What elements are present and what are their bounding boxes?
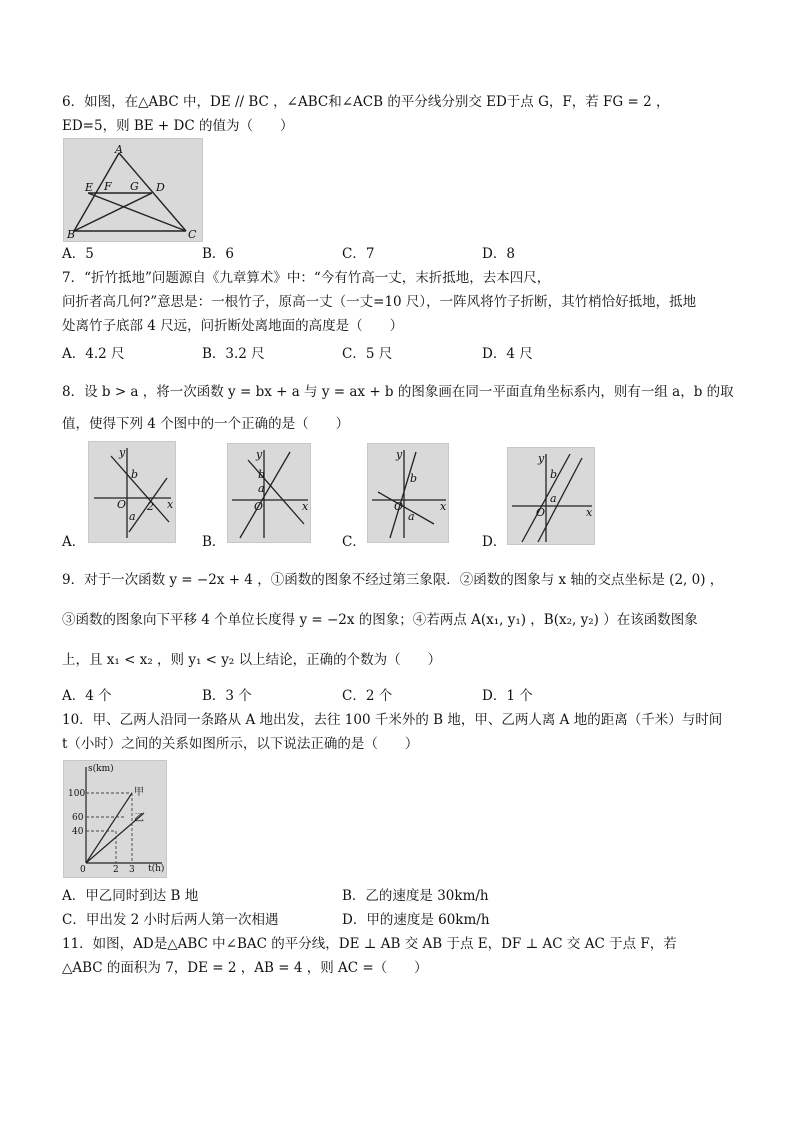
graph-ytick-60: 60 bbox=[72, 813, 84, 823]
q9-option-d[interactable]: D．1 个 bbox=[482, 688, 533, 704]
q7-text-line-2: 问折者高几何?”意思是：一根竹子，原高一丈（一丈=10 尺），一阵风将竹子折断，其竹梢恰好抵地，抵地 bbox=[62, 294, 697, 310]
q10-option-b[interactable]: B．乙的速度是 30km/h bbox=[342, 888, 489, 904]
graph-b-origin: O bbox=[254, 500, 264, 513]
q9-option-c[interactable]: C．2 个 bbox=[342, 688, 393, 704]
graph-x-axis-label: t(h) bbox=[148, 864, 165, 874]
graph-c-y-label: y bbox=[396, 448, 403, 461]
graph-b-y-label: y bbox=[256, 448, 263, 461]
q8-text-line-1: 8．设 b > a ，将一次函数 y = bx + a 与 y = ax + b 的图象画在同一平面直角坐标系内，则有一组 a，b 的取 bbox=[62, 384, 734, 400]
graph-a-b-label: b bbox=[131, 468, 139, 481]
graph-c-b-label: b bbox=[410, 472, 418, 485]
q9-options bbox=[62, 684, 734, 704]
fig-label-a: A bbox=[115, 143, 123, 156]
question-7 bbox=[62, 266, 734, 338]
q6-option-b[interactable]: B．6 bbox=[202, 246, 235, 262]
q6-triangle-figure bbox=[63, 138, 203, 242]
q6-options bbox=[62, 242, 734, 262]
q10-text-line-2: t（小时）之间的关系如图所示，以下说法正确的是（ ） bbox=[62, 736, 419, 752]
graph-series-jia-label: 甲 bbox=[134, 787, 144, 798]
q9-text-line-1: 9．对于一次函数 y = −2x + 4 ，①函数的图象不经过第三象限．②函数的图象与 x 轴的交点坐标是 (2, 0) ， bbox=[62, 572, 724, 588]
question-11 bbox=[62, 932, 734, 980]
graph-c-x-label: x bbox=[440, 500, 447, 513]
q6-option-a[interactable]: A．5 bbox=[62, 246, 94, 262]
graph-b-b-label: b bbox=[258, 468, 266, 481]
fig-label-d: D bbox=[156, 181, 165, 194]
q9-option-b[interactable]: B．3 个 bbox=[202, 688, 252, 704]
q6-text-line-2: ED=5，则 BE + DC 的值为（ ） bbox=[62, 118, 294, 134]
graph-b-x-label: x bbox=[302, 500, 309, 513]
question-6 bbox=[62, 90, 734, 138]
q8-text-line-2: 值，使得下列 4 个图中的一个正确的是（ ） bbox=[62, 416, 350, 432]
graph-ytick-100: 100 bbox=[68, 789, 86, 799]
graph-a-origin: O bbox=[117, 498, 127, 511]
fig-label-b: B bbox=[67, 228, 76, 241]
fig-label-f: F bbox=[104, 180, 112, 193]
q10-options-row-2 bbox=[62, 908, 734, 928]
q7-text-line-1: 7．“折竹抵地”问题源自《九章算术》中：“今有竹高一丈，末折抵地，去本四尺， bbox=[62, 270, 551, 286]
fig-label-g: G bbox=[130, 180, 139, 193]
q8-graph-b bbox=[227, 443, 311, 543]
graph-d-y-label: y bbox=[538, 452, 545, 465]
graph-ytick-40: 40 bbox=[72, 827, 84, 837]
q7-text-line-3: 处离竹子底部 4 尺远，问折断处离地面的高度是（ ） bbox=[62, 318, 404, 334]
q7-options bbox=[62, 342, 734, 362]
graph-xtick-3: 3 bbox=[129, 865, 135, 875]
q7-option-c[interactable]: C．5 尺 bbox=[342, 346, 393, 362]
q8-graph-d bbox=[507, 447, 595, 545]
q8-option-c[interactable]: C． bbox=[342, 534, 366, 550]
graph-c-a-label: a bbox=[408, 510, 415, 523]
q7-option-d[interactable]: D．4 尺 bbox=[482, 346, 533, 362]
question-10 bbox=[62, 708, 734, 756]
graph-a-a-label: a bbox=[129, 510, 136, 523]
q9-option-a[interactable]: A．4 个 bbox=[62, 688, 112, 704]
question-8 bbox=[62, 376, 734, 440]
q10-option-c[interactable]: C．甲出发 2 小时后两人第一次相遇 bbox=[62, 912, 279, 928]
q7-option-a[interactable]: A．4.2 尺 bbox=[62, 346, 125, 362]
q7-option-b[interactable]: B．3.2 尺 bbox=[202, 346, 265, 362]
graph-series-yi-label: 乙 bbox=[134, 813, 144, 824]
q9-text-line-2: ③函数的图象向下平移 4 个单位长度得 y = −2x 的图象；④若两点 A(x₁, y₁) ，B(x₂, y₂) ）在该函数图象 bbox=[62, 612, 698, 628]
q8-option-d[interactable]: D． bbox=[482, 534, 507, 550]
q11-text-line-2: △ABC 的面积为 7，DE = 2 ，AB = 4 ，则 AC =（ ） bbox=[62, 960, 428, 976]
graph-a-two-label: 2 bbox=[147, 500, 154, 513]
q8-option-b[interactable]: B． bbox=[202, 534, 226, 550]
graph-a-x-label: x bbox=[167, 498, 174, 511]
q8-option-a[interactable]: A． bbox=[62, 534, 86, 550]
graph-xtick-0: 0 bbox=[80, 865, 86, 875]
q10-option-a[interactable]: A．甲乙同时到达 B 地 bbox=[62, 888, 199, 904]
q9-text-line-3: 上，且 x₁ < x₂ ，则 y₁ < y₂ 以上结论，正确的个数为（ ） bbox=[62, 652, 442, 668]
question-9 bbox=[62, 562, 734, 678]
q11-text-line-1: 11．如图，AD是△ABC 中∠BAC 的平分线，DE ⊥ AB 交 AB 于点 E，DF ⊥ AC 交 AC 于点 F，若 bbox=[62, 936, 677, 952]
q6-option-c[interactable]: C．7 bbox=[342, 246, 375, 262]
q10-distance-time-graph bbox=[63, 760, 167, 878]
graph-d-b-label: b bbox=[550, 468, 558, 481]
graph-b-a-label: a bbox=[258, 482, 265, 495]
graph-xtick-2: 2 bbox=[113, 865, 119, 875]
graph-d-origin: O bbox=[536, 506, 546, 519]
q6-option-d[interactable]: D．8 bbox=[482, 246, 515, 262]
graph-d-x-label: x bbox=[586, 506, 593, 519]
q10-text-line-1: 10．甲、乙两人沿同一条路从 A 地出发，去往 100 千米外的 B 地，甲、乙两人离 A 地的距离（千米）与时间 bbox=[62, 712, 723, 728]
q10-options-row-1 bbox=[62, 884, 734, 904]
q8-graph-a bbox=[88, 441, 176, 543]
q6-text-line-1: 6．如图，在△ABC 中，DE // BC ，∠ABC和∠ACB 的平分线分别交 ED于点 G，F，若 FG = 2 ， bbox=[62, 94, 670, 110]
graph-y-axis-label: s(km) bbox=[88, 764, 114, 774]
graph-c-origin: O bbox=[394, 500, 404, 513]
q10-option-d[interactable]: D．甲的速度是 60km/h bbox=[342, 912, 490, 928]
graph-d-a-label: a bbox=[550, 492, 557, 505]
fig-label-c: C bbox=[188, 228, 197, 241]
fig-label-e: E bbox=[85, 181, 94, 194]
graph-a-y-label: y bbox=[119, 446, 126, 459]
q8-graph-c bbox=[367, 443, 449, 543]
